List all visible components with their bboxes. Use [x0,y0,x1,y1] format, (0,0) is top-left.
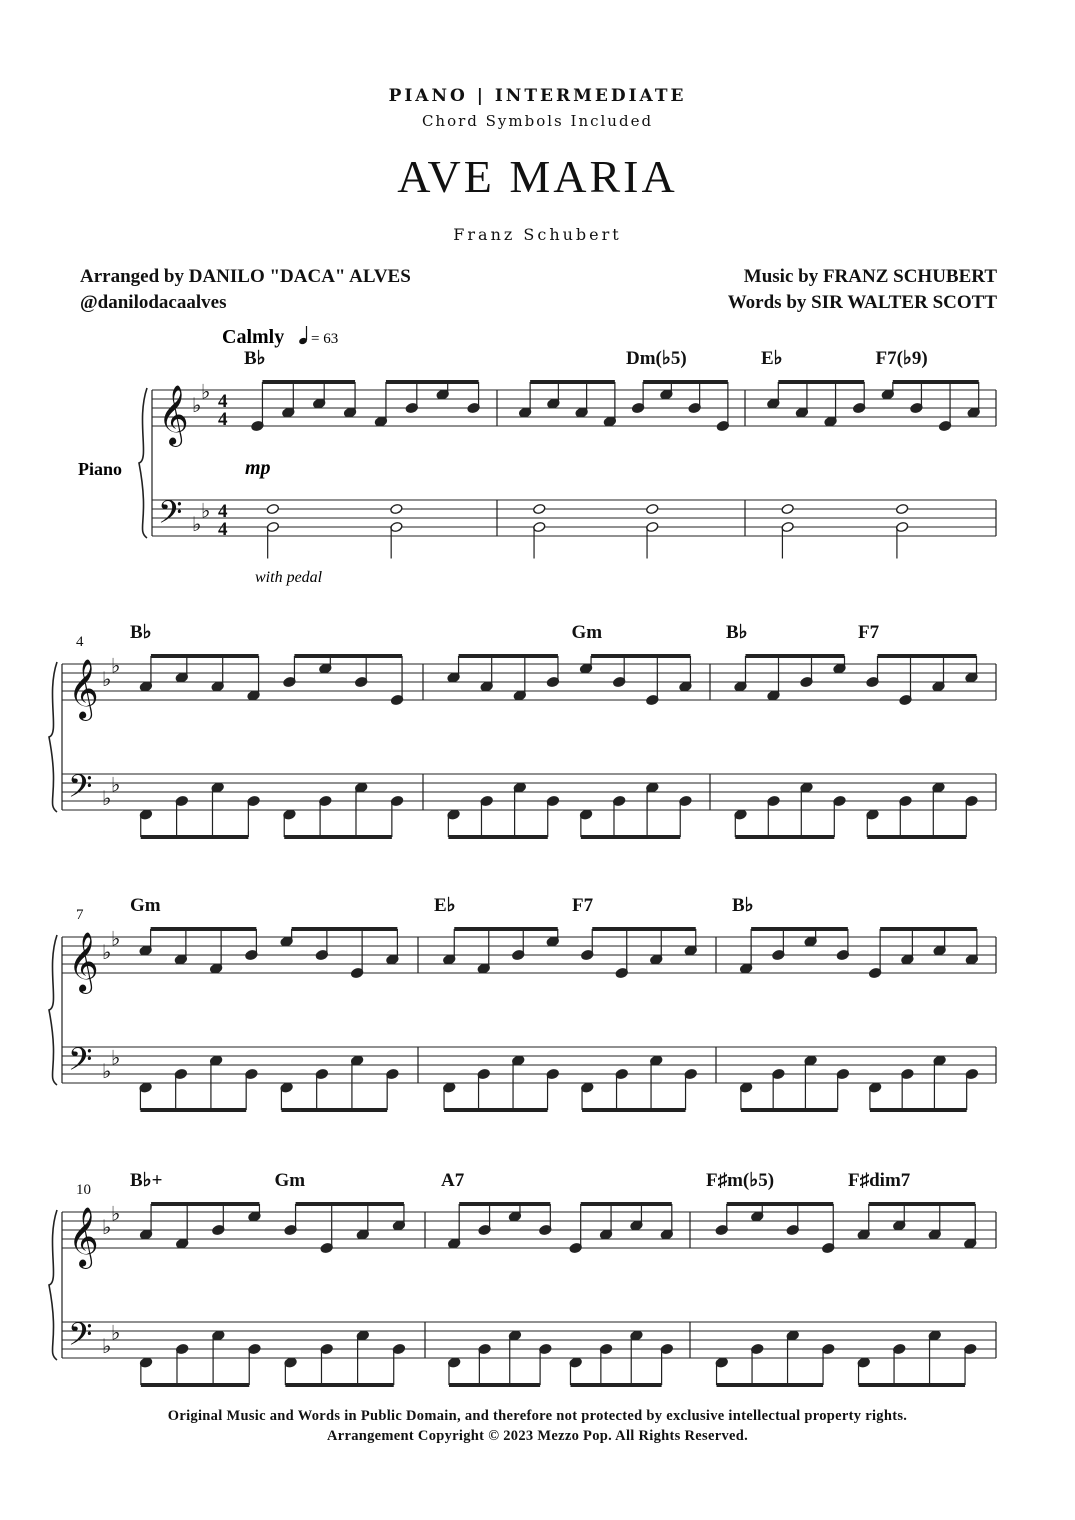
brace-icon [49,1210,57,1360]
flat-accidental: ♭ [102,1336,112,1358]
note-head [390,503,403,514]
music-credit: Music by FRANZ SCHUBERT [743,266,997,287]
footer-copyright: Arrangement Copyright © 2023 Mezzo Pop. All Rights Reserved. [326,1428,749,1444]
treble-clef-icon: 𝄞 [68,934,99,991]
flat-accidental: ♭ [111,1203,121,1226]
chord-symbol: F7 [858,622,880,643]
flat-accidental: ♭ [201,381,211,404]
system-4 [49,1170,996,1385]
time-signature: 4 [218,519,228,540]
bass-clef-icon: 𝄢 [68,1043,93,1085]
arranger-credit: Arranged by DANILO "DACA" ALVES [80,266,411,287]
treble-clef-icon: 𝄞 [68,661,99,718]
tempo-marking: Calmly [222,326,285,348]
brace-icon [139,388,147,538]
brace-icon [49,935,57,1085]
dynamic-marking: mp [245,457,271,479]
flat-accidental: ♭ [111,774,121,797]
flat-accidental: ♭ [102,942,112,964]
measure-number: 4 [76,634,84,650]
tempo-note-icon [298,326,308,345]
flat-accidental: ♭ [102,1061,112,1083]
flat-accidental: ♭ [111,655,121,678]
chord-symbol: B♭ [130,622,152,643]
pedal-marking: with pedal [255,569,323,586]
composer-name: Franz Schubert [453,225,622,244]
chord-symbol: B♭ [726,622,748,643]
tempo-value: = 63 [311,331,339,347]
chord-symbol: E♭ [761,348,783,369]
system-2 [49,622,996,837]
chord-symbols-note: Chord Symbols Included [421,112,654,130]
words-credit: Words by SIR WALTER SCOTT [727,292,997,313]
time-signature: 4 [218,501,228,522]
bass-clef-icon: 𝄢 [68,1318,93,1360]
time-signature: 4 [218,409,228,430]
instrument-name: Piano [78,459,123,479]
system-1 [139,348,996,559]
flat-accidental: ♭ [111,1047,121,1070]
measure-number: 7 [76,907,84,923]
score-systems [49,348,996,1385]
note-head [895,503,908,514]
time-signature: 4 [218,391,228,412]
bass-clef-icon: 𝄢 [68,770,93,812]
note-head [533,503,546,514]
note-head [646,503,659,514]
chord-symbol: F♯m(♭5) [706,1170,775,1191]
flat-accidental: ♭ [201,500,211,523]
chord-symbol: Gm [571,622,603,643]
piece-title: AVE MARIA [397,151,678,202]
copyright-footer [0,1406,1075,1446]
chord-symbol: F♯dim7 [848,1170,911,1191]
flat-accidental: ♭ [111,1322,121,1345]
chord-symbol: B♭ [732,895,754,916]
chord-symbol: Gm [274,1170,306,1191]
system-3 [49,895,996,1110]
chord-symbol: F7 [572,895,594,916]
level-label: PIANO | INTERMEDIATE [388,86,687,106]
flat-accidental: ♭ [102,788,112,810]
treble-clef-icon: 𝄞 [68,1209,99,1266]
chord-symbol: B♭+ [130,1170,163,1191]
chord-symbol: F7(♭9) [875,348,928,369]
flat-accidental: ♭ [111,928,121,951]
measure-number: 10 [76,1182,91,1198]
chord-symbol: Gm [130,895,161,916]
chord-symbol: E♭ [434,895,456,916]
brace-icon [49,662,57,812]
chord-symbol: Dm(♭5) [626,348,687,369]
footer-public-domain: Original Music and Words in Public Domain, and therefore not protected by exclusive intellectual property rights. [167,1408,908,1424]
treble-clef-icon: 𝄞 [158,387,189,444]
flat-accidental: ♭ [102,669,112,691]
chord-symbol: B♭ [244,348,266,369]
arranger-handle: @danilodacaalves [80,292,227,313]
bass-clef-icon: 𝄢 [158,496,183,538]
chord-symbol: A7 [441,1170,465,1191]
flat-accidental: ♭ [192,514,202,536]
note-head [266,503,279,514]
flat-accidental: ♭ [102,1217,112,1239]
flat-accidental: ♭ [192,395,202,417]
note-head [781,503,794,514]
